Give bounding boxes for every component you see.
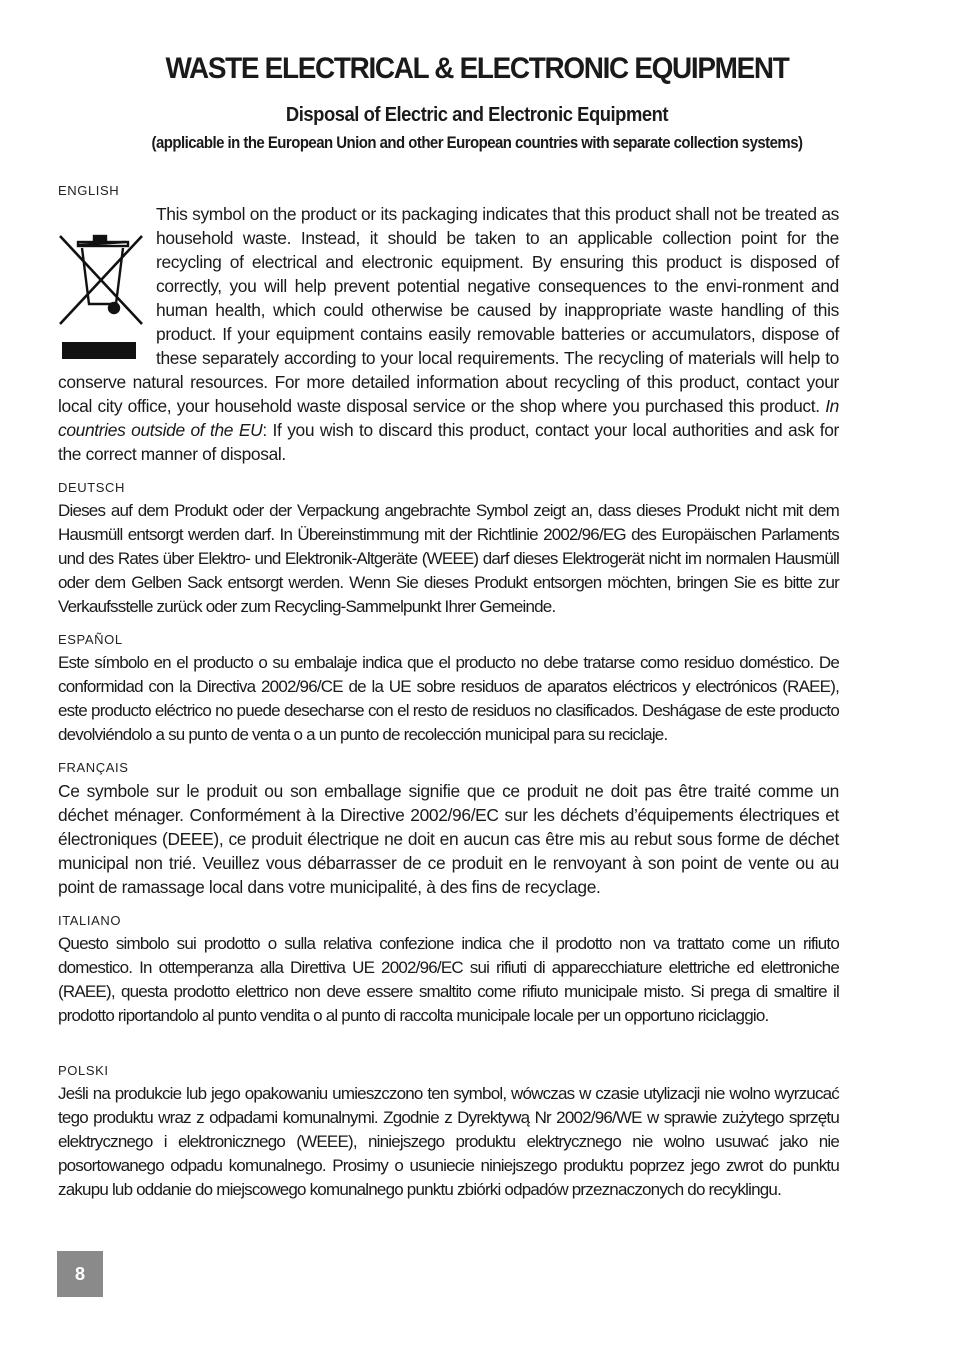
section-label-francais: FRANÇAIS [58, 760, 129, 775]
section-label-english: ENGLISH [58, 183, 120, 198]
section-text-deutsch: Dieses auf dem Produkt oder der Verpackung angebrachte Symbol zeigt an, dass dieses Produkt nicht mit dem Hausmüll entsorgt werden darf. In Übereinstimmung mit der Richtlinie 2002/96/EG des Europäischen Parlaments und des Rates über Elektro- und Elektronik-Altgeräte (WEEE) darf dieses Elektrogerät nicht im normalen Hausmüll oder dem Gelben Sack entsorgt werden. Wenn Sie dieses Produkt entsorgen möchten, bringen Sie es bitte zur Verkaufsstelle zurück oder zum Recycling-Sammelpunkt Ihrer Gemeinde. [58, 501, 839, 616]
section-text-english [58, 202, 839, 466]
weee-symbol-icon [56, 228, 150, 358]
applicability-note: (applicable in the European Union and other European countries with separate collection systems) [151, 133, 803, 152]
section-text-francais: Ce symbole sur le produit ou son emballage signifie que ce produit ne doit pas être traité comme un déchet ménager. Conformément à la Directive 2002/96/EC sur les déchets d’équipements électriques et électroniques (DEEE), ce produit électrique ne doit en aucun cas être mis au rebut sous forme de déchet municipal non trié. Veuillez vous débarrasser de ce produit en le renvoyant à son point de vente ou au point de ramassage local dans votre municipalité, à des fins de recyclage. [58, 781, 839, 897]
english-text-end: : If you wish to discard this product, contact your local authorities and ask for the correct manner of disposal. [58, 420, 839, 464]
crossed-out-wheeled-bin-icon [56, 228, 150, 340]
page-number: 8 [57, 1251, 103, 1297]
english-text-italic: In countries outside of the EU [58, 396, 839, 440]
page-subtitle: Disposal of Electric and Electronic Equipment [285, 104, 669, 126]
section-label-deutsch: DEUTSCH [58, 480, 126, 495]
section-text-espanol: Este símbolo en el producto o su embalaje indica que el producto no debe tratarse como residuo doméstico. De conformidad con la Directiva 2002/96/CE de la UE sobre residuos de aparatos eléctricos y electrónicos (RAEE), este producto eléctrico no puede desecharse con el resto de residuos no clasificados. Deshágase de este producto devolviéndolo a su punto de venta o a un punto de recolección municipal para su reciclaje. [58, 653, 839, 744]
section-text-italiano: Questo simbolo sui prodotto o sulla relativa confezione indica che il prodotto non va trattato come un rifiuto domestico. In ottemperanza alla Direttiva UE 2002/96/EC sui rifiuti di apparecchiature elettriche ed elettroniche (RAEE), questa prodotto elettrico non deve essere smaltito come rifiuto municipale misto. Si prega di smaltire il prodotto riportandolo al punto vendita o al punto di raccolta municipale locale per un opportuno riciclaggio. [58, 934, 839, 1025]
page-title: WASTE ELECTRICAL & ELECTRONIC EQUIPMENT [165, 52, 789, 85]
section-label-italiano: ITALIANO [58, 913, 122, 928]
weee-black-bar [62, 342, 136, 359]
english-text-main: This symbol on the product or its packaging indicates that this product shall not be treated as household waste. Instead, it should be taken to an applicable collection point for the recycling of electrical and electronic equipment. By ensuring this product is disposed of correctly, you will help prevent potential negative consequences to the envi-ronment and human health, which could otherwise be caused by inappropriate waste handling of this product. If your equipment contains easily removable batteries or accumulators, dispose of these separately according to your local requirements. The recycling of materials will help to conserve natural resources. For more detailed information about recycling of this product, contact your local city office, your household waste disposal service or the shop where you purchased this product. [58, 204, 839, 416]
section-text-polski: Jeśli na produkcie lub jego opakowaniu umieszczono ten symbol, wówczas w czasie utylizacji nie wolno wyrzucać tego produktu wraz z odpadami komunalnymi. Zgodnie z Dyrektywą Nr 2002/96/WE w sprawie zużytego sprzętu elektrycznego i elektronicznego (WEEE), niniejszego produktu elektrycznego nie wolno usuwać jako nie posortowanego odpadu komunalnego. Prosimy o usuniecie niniejszego produktu poprzez jego zwrot do punktu zakupu lub oddanie do miejscowego komunalnego punktu zbiórki odpadów przeznaczonych do recyklingu. [58, 1084, 839, 1199]
section-label-espanol: ESPAÑOL [58, 632, 123, 647]
section-label-polski: POLSKI [58, 1063, 109, 1078]
